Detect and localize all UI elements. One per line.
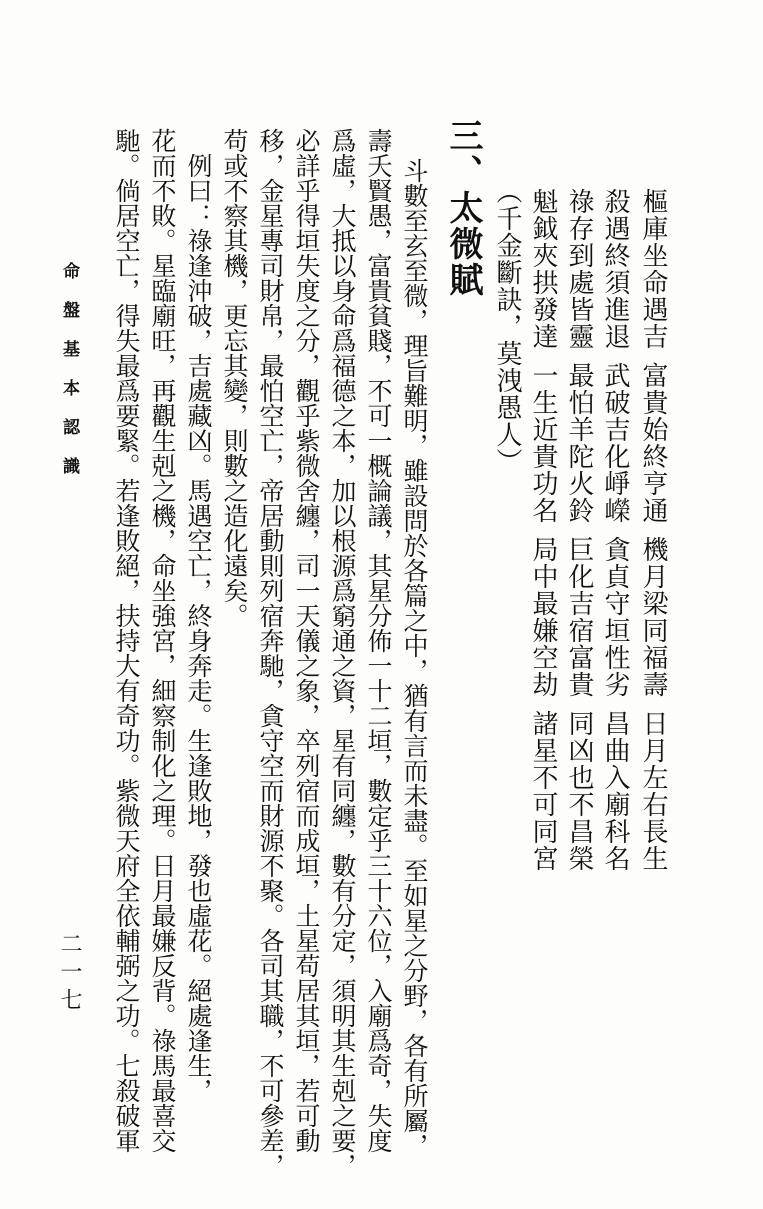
verse-phrase: 昌曲入廟科名 [600, 710, 630, 872]
body-column: 例曰：祿逢沖破，吉處藏凶。馬遇空亡，終身奔走。生逢敗地，發也虛花。絕處逢生， [184, 128, 213, 1103]
verse-phrase: 諸星不可同宮 [528, 710, 558, 872]
verse-phrase: 祿存到處皆靈 [564, 188, 594, 350]
page-number: 二一七 [57, 932, 82, 1016]
verse-phrase: 魁鉞夾拱發達 [528, 188, 558, 350]
body-column: 移，金星專司財帛，最怕空亡，帝居動則列宿奔馳，貪守空而財源不聚。各司其職，不可參差， [256, 128, 285, 1178]
verse-phrase: 富貴始終亨通 [638, 362, 668, 524]
body-column: 馳。倘居空亡，得失最爲要緊。若逢敗絕，扶持大有奇功。紫微天府全依輔弼之功。七殺破軍 [112, 128, 141, 1153]
body-column: 花而不敗。星臨廟旺，再觀生剋之機，命坐強宮，細察制化之理。日月最嫌反背。祿馬最喜交 [148, 128, 177, 1153]
verse-phrase: 樞庫坐命遇吉 [638, 188, 668, 350]
verse-phrase: 武破吉化崢嶸 [600, 362, 630, 524]
verse-column-4 [530, 188, 556, 872]
verse-phrase: 局中最嫌空劫 [528, 536, 558, 698]
verse-phrase: 日月左右長生 [638, 710, 668, 872]
verse-column-1 [640, 188, 666, 872]
source-note: （千金斷訣，莫洩愚人） [492, 178, 522, 475]
verse-column-2 [602, 188, 628, 872]
body-column: 苟或不察其機，更忘其變，則數之造化遠矣。 [220, 128, 249, 628]
body-column: 必詳乎得垣失度之分，觀乎紫微舍纏，司一天儀之象，卒列宿而成垣，土星苟居其垣，若可動 [292, 128, 321, 1153]
body-column: 爲虛，大抵以身命爲福德之本，加以根源爲窮通之資，星有同纏，數有分定，須明其生剋之要， [328, 128, 357, 1178]
verse-phrase: 巨化吉宿富貴 [564, 536, 594, 698]
verse-phrase: 一生近貴功名 [528, 362, 558, 524]
body-column: 斗數至玄至微，理旨難明，雖設問於各篇之中，猶有言而未盡。至如星之分野，各有所屬， [400, 158, 429, 1158]
body-column: 壽夭賢愚，富貴貧賤，不可一概論議，其星分佈一十二垣，數定乎三十六位，入廟爲奇，失度 [364, 128, 393, 1153]
verse-phrase: 同凶也不昌榮 [564, 710, 594, 872]
running-head: 命盤基本認識 [59, 262, 79, 496]
verse-phrase: 機月梁同福壽 [638, 536, 668, 698]
verse-phrase: 貪貞守垣性劣 [600, 536, 630, 698]
verse-phrase: 最怕羊陀火鈴 [564, 362, 594, 524]
verse-column-3 [566, 188, 592, 872]
verse-phrase: 殺遇終須進退 [600, 188, 630, 350]
section-title: 三、太微賦 [443, 118, 483, 298]
